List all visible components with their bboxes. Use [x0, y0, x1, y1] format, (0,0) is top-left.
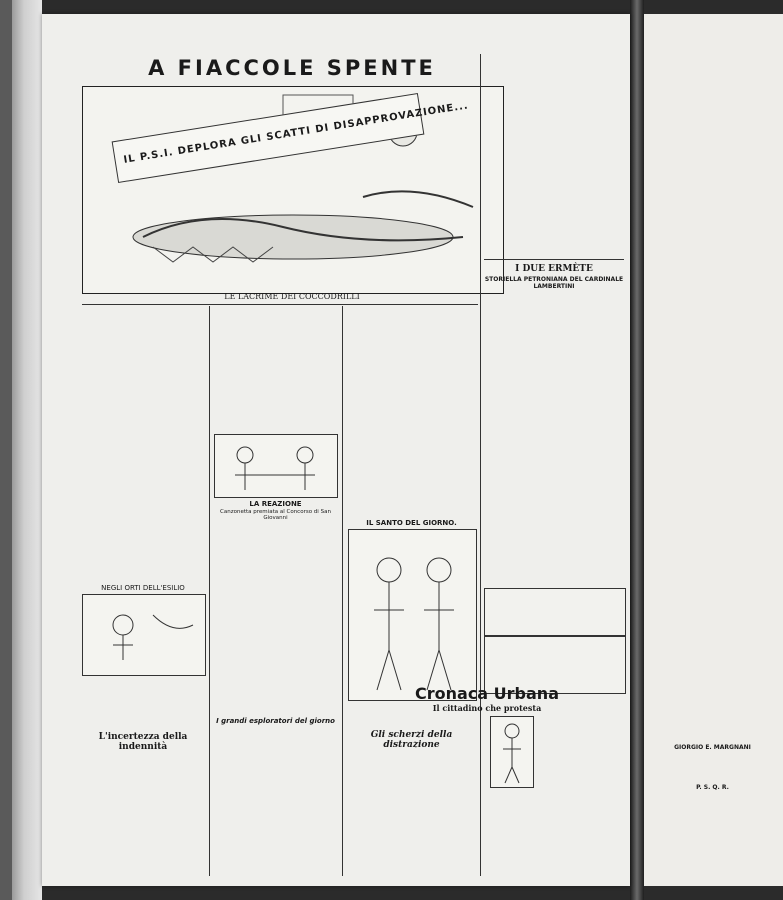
horizontal-rule [484, 259, 624, 260]
horizontal-rule [82, 304, 478, 305]
section-subheading: Canzonetta premiata al Concorso di San Giovanni [220, 509, 331, 521]
book-binding [0, 0, 12, 900]
cartoon-banner: IL P.S.I. DEPLORA GLI SCATTI DI DISAPPROVAZIONE... [112, 93, 425, 183]
section-subheading: Il cittadino che protesta [432, 703, 542, 713]
signature: P. S. Q. R. [696, 784, 729, 791]
page-edge-strip [12, 0, 42, 900]
article-text [212, 310, 339, 430]
article-text [80, 678, 206, 728]
poem-text [214, 518, 336, 713]
reaction-drawing [215, 435, 337, 497]
reaction-illustration [214, 434, 338, 498]
section-subheading: STORIELLA PETRONIANA DEL CARDINALE LAMBERTINI [484, 276, 624, 290]
advertisement [484, 588, 626, 636]
section-heading: I grandi esploratori del giorno [216, 717, 335, 725]
column-rule [342, 306, 343, 876]
section-heading: L'incertezza della indennità [98, 732, 188, 752]
scan-bottom-edge [0, 886, 783, 900]
signature: GIORGIO E. MARGNANI [674, 744, 751, 751]
article-text [484, 54, 624, 254]
facing-page [644, 14, 783, 886]
column-rule [480, 54, 481, 876]
book-gutter [630, 0, 644, 900]
article-text [80, 745, 206, 875]
article-text [346, 310, 477, 515]
article-text [212, 728, 339, 876]
article-text [80, 310, 206, 580]
section-heading: Gli scherzi della distrazione [370, 730, 453, 750]
headline: A FIACCOLE SPENTE [148, 56, 436, 80]
section-heading: Cronaca Urbana [415, 684, 559, 703]
cartoon-illustration [82, 86, 504, 294]
section-heading: LA REAZIONE [249, 500, 302, 508]
cartoon-caption: LE LACRIME DEI COCCODRILLI [224, 292, 360, 301]
column-rule [209, 306, 210, 876]
section-heading: I DUE ERMÈTE [515, 264, 593, 274]
article-text [346, 744, 477, 876]
section-heading: NEGLI ORTI DELL'ESILIO [101, 584, 185, 592]
article-text [646, 794, 779, 884]
article-text [646, 40, 779, 740]
saint-illustration [348, 529, 477, 701]
citizen-drawing [491, 717, 533, 787]
saint-drawing [349, 530, 476, 700]
section-heading: IL SANTO DEL GIORNO. [366, 519, 457, 527]
exile-illustration [82, 594, 206, 676]
exile-drawing [83, 595, 205, 675]
poem-text [484, 292, 624, 582]
article-text [536, 716, 624, 866]
citizen-illustration [490, 716, 534, 788]
scan-top-edge [0, 0, 783, 14]
